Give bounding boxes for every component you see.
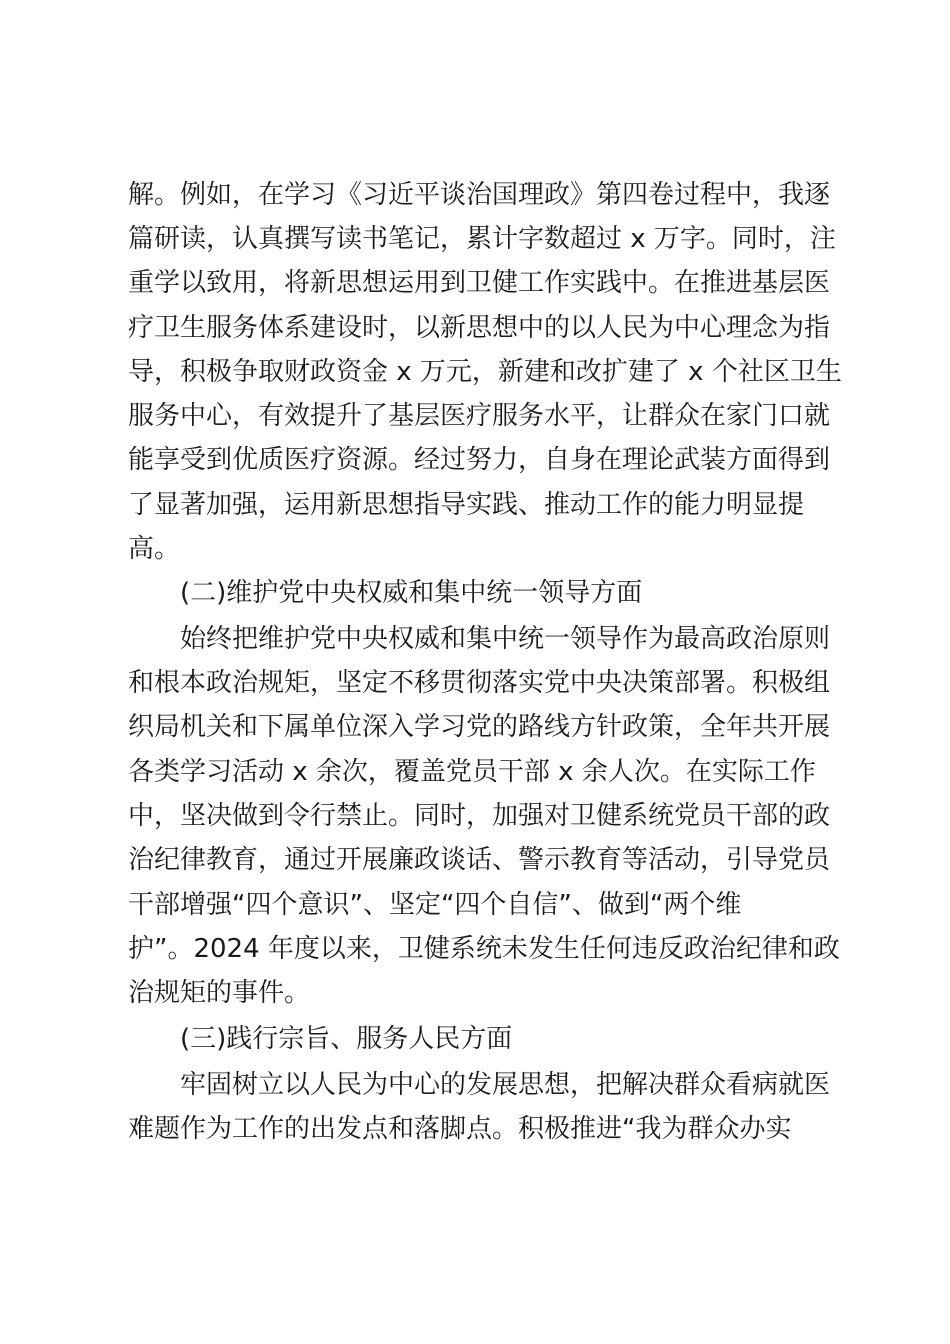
paragraph-line: 重学以致用，将新思想运用到卫健工作实践中。在推进基层医 [128,268,831,298]
paragraph-line: 和根本政治规矩，坚定不移贯彻落实党中央决策部署。积极组 [128,668,831,698]
paragraph-line: 了显著加强，运用新思想指导实践、推动工作的能力明显提 [128,490,805,520]
paragraph-line: 治纪律教育，通过开展廉政谈话、警示教育等活动，引导党员 [128,845,831,875]
paragraph-line: 织局机关和下属单位深入学习党的路线方针政策，全年共开展 [128,712,831,742]
paragraph-line: 治规矩的事件。 [128,978,311,1008]
paragraph-line: 护”。2024 年度以来，卫健系统未发生任何违反政治纪律和政 [128,934,840,964]
paragraph-line: 高。 [128,534,181,564]
paragraph-line: 疗卫生服务体系建设时，以新思想中的以人民为中心理念为指 [128,313,831,343]
section-heading: (三)践行宗旨、服务人民方面 [180,1024,513,1054]
paragraph-line: 各类学习活动 x 余次，覆盖党员干部 x 余人次。在实际工作 [128,757,816,787]
paragraph-line: 解。例如，在学习《习近平谈治国理政》第四卷过程中，我逐 [128,180,831,210]
paragraph-line: 篇研读，认真撰写读书笔记，累计字数超过 x 万字。同时，注 [128,224,836,254]
paragraph-line: 导，积极争取财政资金 x 万元，新建和改扩建了 x 个社区卫生 [128,357,842,387]
section-heading: (二)维护党中央权威和集中统一领导方面 [180,578,643,608]
paragraph-line: 干部增强“四个意识”、坚定“四个自信”、做到“两个维 [128,890,742,920]
paragraph-line: 中，坚决做到令行禁止。同时，加强对卫健系统党员干部的政 [128,801,831,831]
paragraph-line: 服务中心，有效提升了基层医疗服务水平，让群众在家门口就 [128,401,831,431]
paragraph-line: 能享受到优质医疗资源。经过努力，自身在理论武装方面得到 [128,445,831,475]
paragraph-line: 牢固树立以人民为中心的发展思想，把解决群众看病就医 [180,1070,831,1100]
paragraph-line: 始终把维护党中央权威和集中统一领导作为最高政治原则 [180,624,831,654]
paragraph-line: 难题作为工作的出发点和落脚点。积极推进“我为群众办实 [128,1114,792,1144]
